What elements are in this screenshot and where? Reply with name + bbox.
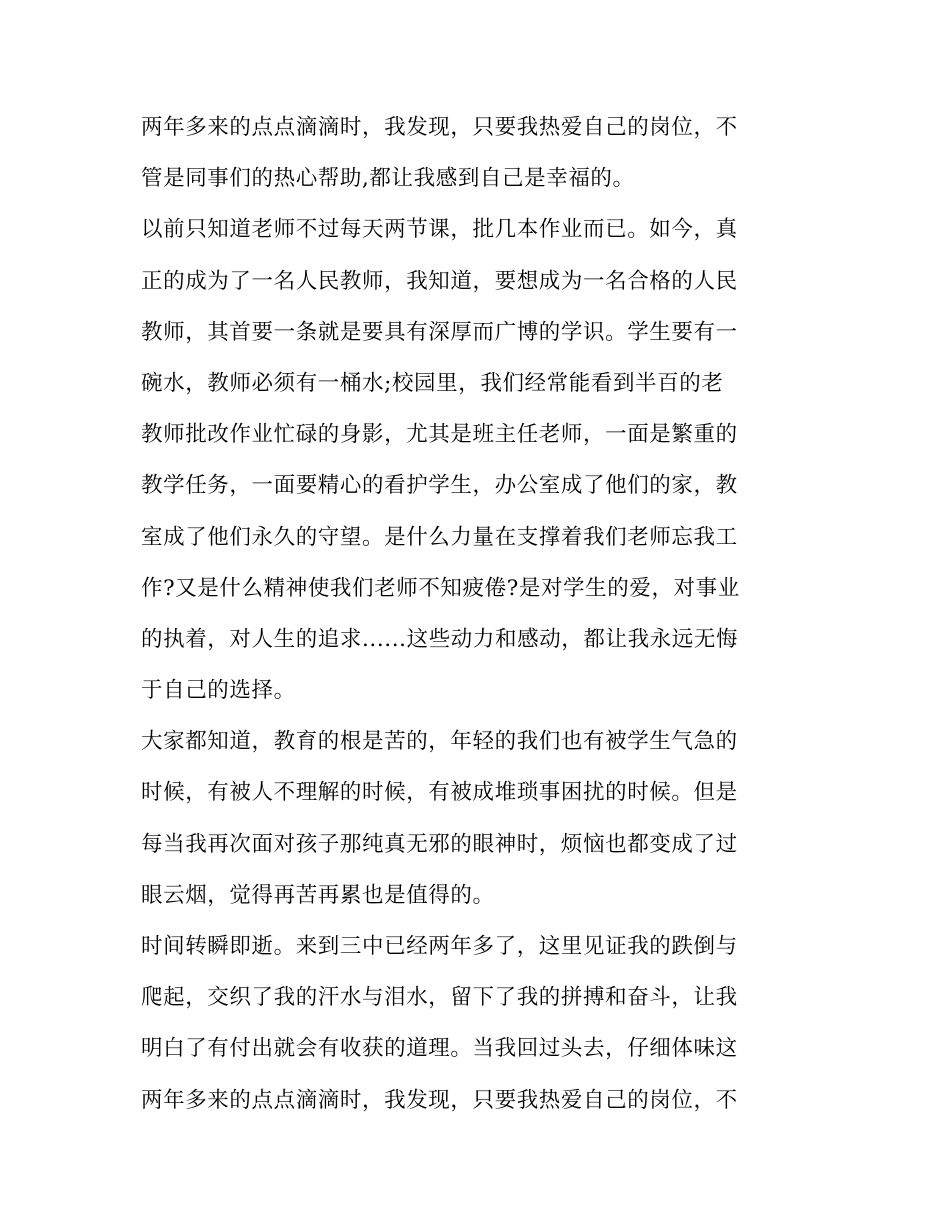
text-line: 以前只知道老师不过每天两节课，批几本作业而已。如今，真 bbox=[141, 217, 738, 243]
text-line: 大家都知道，教育的根是苦的，年轻的我们也有被学生气急的 bbox=[141, 729, 738, 755]
text-line: 眼云烟，觉得再苦再累也是值得的。 bbox=[141, 882, 495, 908]
text-line: 教学任务，一面要精心的看护学生，办公室成了他们的家，教 bbox=[141, 473, 738, 499]
text-line: 作?又是什么精神使我们老师不知疲倦?是对学生的爱，对事业 bbox=[141, 575, 740, 601]
text-line: 爬起，交织了我的汗水与泪水，留下了我的拼搏和奋斗，让我 bbox=[141, 985, 738, 1011]
text-line: 两年多来的点点滴滴时，我发现，只要我热爱自己的岗位，不 bbox=[141, 115, 738, 140]
text-line: 碗水，教师必须有一桶水;校园里，我们经常能看到半百的老 bbox=[141, 370, 724, 396]
text-line: 两年多来的点点滴滴时，我发现，只要我热爱自己的岗位，不 bbox=[141, 1087, 738, 1113]
text-line: 于自己的选择。 bbox=[141, 678, 296, 704]
text-line: 教师批改作业忙碌的身影，尤其是班主任老师，一面是繁重的 bbox=[141, 422, 738, 448]
text-line: 明白了有付出就会有收获的道理。当我回过头去，仔细体味这 bbox=[141, 1036, 738, 1062]
body-text bbox=[141, 102, 821, 1126]
text-line: 室成了他们永久的守望。是什么力量在支撑着我们老师忘我工 bbox=[141, 524, 738, 550]
text-line: 的执着，对人生的追求......这些动力和感动，都让我永远无悔 bbox=[141, 626, 739, 652]
text-line: 教师，其首要一条就是要具有深厚而广博的学识。学生要有一 bbox=[141, 319, 738, 345]
text-line: 时候，有被人不理解的时候，有被成堆琐事困扰的时候。但是 bbox=[141, 780, 738, 806]
text-line: 每当我再次面对孩子那纯真无邪的眼神时，烦恼也都变成了过 bbox=[141, 831, 738, 857]
text-line: 时间转瞬即逝。来到三中已经两年多了，这里见证我的跌倒与 bbox=[141, 934, 738, 959]
text-line: 正的成为了一名人民教师，我知道，要想成为一名合格的人民 bbox=[141, 268, 738, 294]
text-line: 管是同事们的热心帮助,都让我感到自己是幸福的。 bbox=[141, 166, 635, 192]
